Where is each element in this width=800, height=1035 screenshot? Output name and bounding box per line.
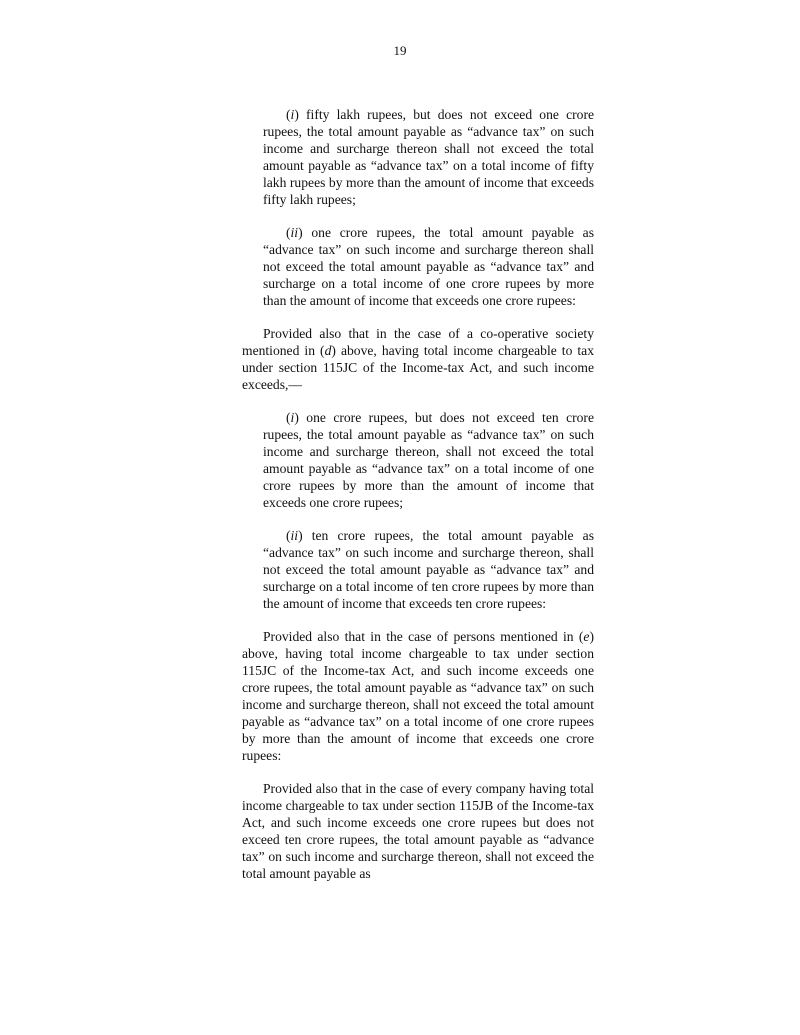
proviso-co-operative-society	[242, 325, 594, 393]
clause-marker: ii	[290, 528, 299, 543]
clause-ten-crore: (ii) ten crore rupees, the total amount payable as “advance tax” on such income and surcharge thereon, shall not exceed the total amount payable as “advance tax” and surcharge on a total income of ten crore rupees by more than the amount of income that exceeds ten crore rupees:	[263, 528, 594, 611]
reference-marker: d	[324, 343, 332, 358]
clause-marker: i	[290, 107, 295, 122]
proviso-company: Provided also that in the case of every company having total income chargeable to tax under section 115JB of the Income-tax Act, and such income exceeds one crore rupees but does not exceed ten crore rupees, the total amount payable as “advance tax” on such income and surcharge thereon, shall not exceed the total amount payable as	[242, 781, 594, 881]
clause-text: fifty lakh rupees, but does not exceed one crore rupees, the total amount payable as “advance tax” on such income and surcharge thereon shall not exceed the total amount payable as “advance tax” on a total income of fifty lakh rupees by more than the amount of income that exceeds fifty lakh rupees;	[263, 107, 594, 207]
document-body	[242, 106, 594, 882]
proviso-persons	[242, 628, 594, 764]
clause-marker: i	[290, 410, 295, 425]
reference-marker: e	[583, 629, 590, 644]
page-number: 19	[393, 43, 407, 58]
clause-fifty-lakh: (i) fifty lakh rupees, but does not exceed one crore rupees, the total amount payable as “advance tax” on such income and surcharge thereon shall not exceed the total amount payable as “advance tax” on a total income of fifty lakh rupees by more than the amount of income that exceeds fifty lakh rupees;	[263, 107, 594, 207]
clause-text: ten crore rupees, the total amount payable as “advance tax” on such income and surcharge thereon, shall not exceed the total amount payable as “advance tax” and surcharge on a total income of ten crore rupees by more than the amount of income that exceeds ten crore rupees:	[263, 528, 594, 611]
proviso-text-after: ) above, having total income chargeable to tax under section 115JC of the Income-tax Act, and such income exceeds one crore rupees, the total amount payable as “advance tax” on such income and surcharge thereon, shall not exceed the total amount payable as “advance tax” on a total income of one crore rupees by more than the amount of income that exceeds one crore rupees:	[242, 629, 594, 763]
proviso-text-before: Provided also that in the case of a co-operative society mentioned in (	[242, 326, 594, 358]
clause-one-crore: (ii) one crore rupees, the total amount payable as “advance tax” on such income and surcharge thereon shall not exceed the total amount payable as “advance tax” and surcharge on a total income of one crore rupees by more than the amount of income that exceeds one crore rupees:	[263, 225, 594, 308]
clause-text: one crore rupees, but does not exceed ten crore rupees, the total amount payable as “advance tax” on such income and surcharge thereon, shall not exceed the total amount payable as “advance tax” on a total income of one crore rupees by more than the amount of income that exceeds one crore rupees;	[263, 410, 594, 510]
clause-text: one crore rupees, the total amount payable as “advance tax” on such income and surcharge thereon shall not exceed the total amount payable as “advance tax” and surcharge on a total income of one crore rupees by more than the amount of income that exceeds one crore rupees:	[263, 225, 594, 308]
clause-marker: ii	[290, 225, 299, 240]
proviso-text-before: Provided also that in the case of persons mentioned in (	[263, 629, 584, 644]
proviso-text-after: ) above, having total income chargeable to tax under section 115JC of the Income-tax Act, and such income exceeds,—	[242, 343, 595, 392]
clause-one-to-ten-crore: (i) one crore rupees, but does not exceed ten crore rupees, the total amount payable as “advance tax” on such income and surcharge thereon, shall not exceed the total amount payable as “advance tax” on a total income of one crore rupees by more than the amount of income that exceeds one crore rupees;	[263, 410, 594, 510]
